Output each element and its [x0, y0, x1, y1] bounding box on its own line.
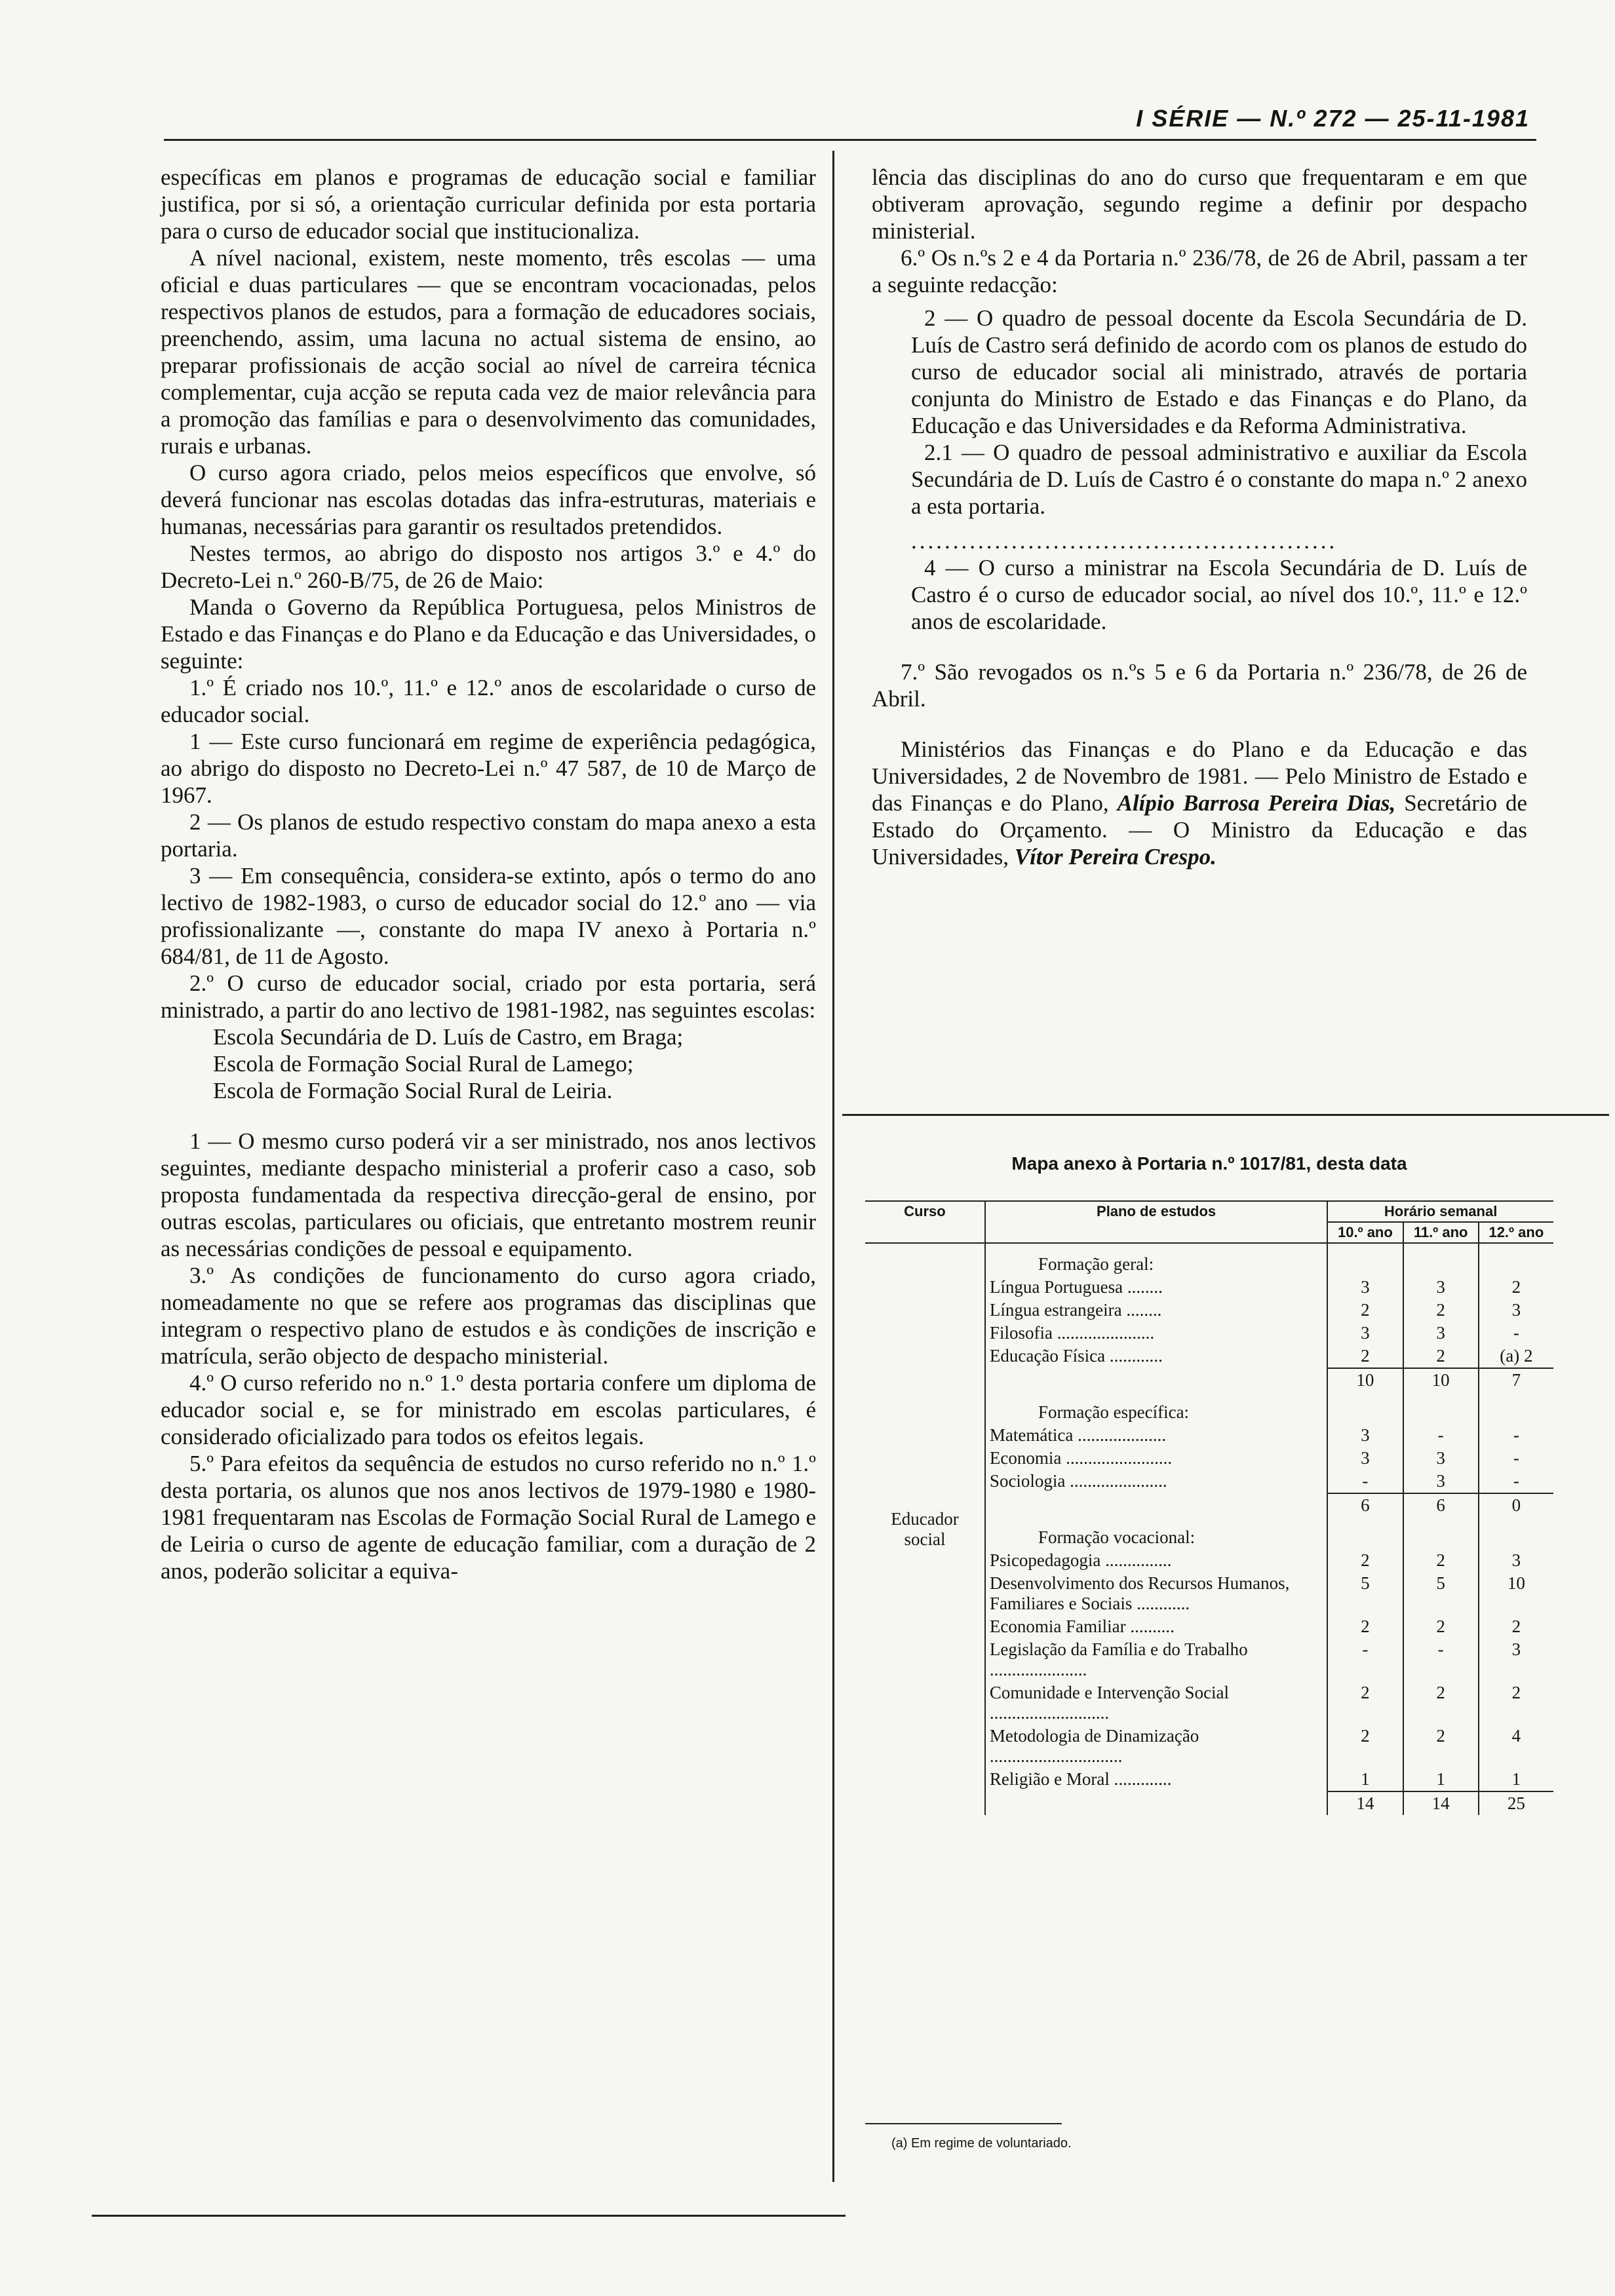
total-cell: 10 [1327, 1368, 1403, 1392]
annex-table-block [865, 1153, 1553, 1815]
paragraph: 6.º Os n.ºs 2 e 4 da Portaria n.º 236/78, de 26 de Abril, passam a ter a seguinte redacção: [872, 245, 1527, 297]
paragraph: 3 — Em consequência, considera-se extinto, após o termo do ano lectivo de 1982-1983, o curso de educador social do 12.º ano — via profissionalizante —, constante do mapa IV anexo à Portaria n.º 684/81, de 11 de Agosto. [161, 863, 816, 969]
subject-name: Educação Física ............ [985, 1345, 1327, 1368]
hours-cell: 2 [1403, 1299, 1479, 1322]
hours-cell: 3 [1327, 1424, 1403, 1447]
column-header-horario: Horário semanal [1327, 1201, 1553, 1222]
empty-cell [1479, 1392, 1553, 1424]
subject-name: Comunidade e Intervenção Social ........................... [985, 1681, 1327, 1725]
paragraph: Manda o Governo da República Portuguesa, pelos Ministros de Estado e das Finanças e do Plano e da Educação e das Universidades, o seguinte: [161, 594, 816, 674]
column-header-plano: Plano de estudos [985, 1201, 1327, 1243]
hours-cell: 1 [1479, 1768, 1553, 1791]
signatory-name: Alípio Barrosa Pereira Dias, [1117, 790, 1396, 816]
total-cell: 7 [1479, 1368, 1553, 1392]
hours-cell: 2 [1479, 1615, 1553, 1638]
subject-name: Filosofia ...................... [985, 1322, 1327, 1345]
total-cell: 6 [1327, 1493, 1403, 1517]
hours-cell: - [1479, 1322, 1553, 1345]
bottom-rule [92, 2215, 846, 2217]
paragraph: 1.º É criado nos 10.º, 11.º e 12.º anos de escolaridade o curso de educador social. [161, 675, 816, 727]
hours-cell: - [1327, 1470, 1403, 1493]
hours-cell: 3 [1403, 1322, 1479, 1345]
paragraph: Nestes termos, ao abrigo do disposto nos artigos 3.º e 4.º do Decreto-Lei n.º 260-B/75, de 26 de Maio: [161, 541, 816, 593]
paragraph: 3.º As condições de funcionamento do curso agora criado, nomeadamente no que se refere aos programas das disciplinas que integram o respectivo plano de estudos e às condições de inscrição e matrícula, serão objecto de despacho ministerial. [161, 1263, 816, 1369]
total-cell: 25 [1479, 1791, 1553, 1815]
hours-cell: 3 [1327, 1276, 1403, 1299]
total-cell: 0 [1479, 1493, 1553, 1517]
empty-cell [1327, 1243, 1403, 1276]
footnote-rule [865, 2123, 1062, 2124]
total-cell: 10 [1403, 1368, 1479, 1392]
signature-text: Secretário de Estado do Orçamento. — O Ministro da Educação e das Universidades, [872, 790, 1528, 870]
paragraph: 2 — Os planos de estudo respectivo constam do mapa anexo a esta portaria. [161, 809, 816, 862]
hours-cell: 2 [1327, 1299, 1403, 1322]
hours-cell: 2 [1327, 1345, 1403, 1368]
subject-name: Religião e Moral ............. [985, 1768, 1327, 1791]
empty-cell [1403, 1392, 1479, 1424]
empty-cell [1403, 1517, 1479, 1549]
paragraph: O curso agora criado, pelos meios específicos que envolve, só deverá funcionar nas escolas dotadas das infra-estruturas, materiais e humanas, necessárias para garantir os resultados pretendidos. [161, 460, 816, 539]
hours-cell: 3 [1403, 1470, 1479, 1493]
paragraph: 7.º São revogados os n.ºs 5 e 6 da Portaria n.º 236/78, de 26 de Abril. [872, 659, 1527, 712]
empty-cell [1327, 1517, 1403, 1549]
empty-cell [1479, 1243, 1553, 1276]
table-footnote: (a) Em regime de voluntariado. [891, 2136, 1072, 2151]
quoted-paragraph: 2.1 — O quadro de pessoal administrativo e auxiliar da Escola Secundária de D. Luís de Castro é o constante do mapa n.º 2 anexo a esta portaria. [911, 440, 1527, 519]
annex-table [865, 1200, 1553, 1815]
subject-name: Economia ........................ [985, 1447, 1327, 1470]
column-header-curso: Curso [865, 1201, 985, 1243]
table-title: Mapa anexo à Portaria n.º 1017/81, desta data [1011, 1153, 1407, 1174]
hours-cell: - [1479, 1470, 1553, 1493]
subject-name: Língua estrangeira ........ [985, 1299, 1327, 1322]
subject-name: Língua Portuguesa ........ [985, 1276, 1327, 1299]
paragraph: 5.º Para efeitos da sequência de estudos no curso referido no n.º 1.º desta portaria, os alunos que nos anos lectivos de 1979-1980 e 1980-1981 frequentaram nas Escolas de Formação Social Rural de Lamego e de Leiria o curso de agente de educação familiar, com a duração de 2 anos, poderão solicitar a equiva- [161, 1451, 816, 1584]
hours-cell: - [1479, 1424, 1553, 1447]
quoted-paragraph: 2 — O quadro de pessoal docente da Escola Secundária de D. Luís de Castro será definido de acordo com os planos de estudo do curso de educador social ali ministrado, através de portaria conjunta do Ministro de Estado e das Finanças e do Plano, da Educação e das Universidades e da Reforma Administrativa. [911, 305, 1527, 438]
hours-cell: 2 [1403, 1549, 1479, 1572]
subject-name: Legislação da Família e do Trabalho ...................... [985, 1638, 1327, 1681]
hours-cell: - [1479, 1447, 1553, 1470]
hours-cell: 2 [1479, 1276, 1553, 1299]
hours-cell: 5 [1327, 1572, 1403, 1615]
paragraph: 2.º O curso de educador social, criado por esta portaria, será ministrado, a partir do ano lectivo de 1981-1982, nas seguintes escolas: [161, 970, 816, 1023]
column-header-year: 11.º ano [1403, 1222, 1479, 1243]
right-column [872, 164, 1527, 870]
column-divider [832, 151, 834, 2182]
table-top-rule [842, 1114, 1609, 1116]
empty-cell [1327, 1392, 1403, 1424]
hours-cell: 3 [1327, 1447, 1403, 1470]
hours-cell: 2 [1403, 1615, 1479, 1638]
empty-cell [985, 1368, 1327, 1392]
hours-cell: 5 [1403, 1572, 1479, 1615]
section-row [865, 1243, 1553, 1276]
column-header-year: 12.º ano [1479, 1222, 1553, 1243]
hours-cell: 1 [1403, 1768, 1479, 1791]
left-column [161, 164, 816, 1584]
column-header-year: 10.º ano [1327, 1222, 1403, 1243]
hours-cell: 3 [1479, 1549, 1553, 1572]
subject-name: Economia Familiar .......... [985, 1615, 1327, 1638]
hours-cell: 2 [1327, 1725, 1403, 1768]
hours-cell: - [1327, 1638, 1403, 1681]
hours-cell: 2 [1403, 1345, 1479, 1368]
signatory-name: Vítor Pereira Crespo. [1014, 844, 1216, 870]
hours-cell: 3 [1327, 1322, 1403, 1345]
section-title: Formação específica: [985, 1392, 1327, 1424]
hours-cell: (a) 2 [1479, 1345, 1553, 1368]
total-cell: 14 [1403, 1791, 1479, 1815]
hours-cell: - [1403, 1638, 1479, 1681]
paragraph: 4.º O curso referido no n.º 1.º desta portaria confere um diploma de educador social e, se for ministrado em escolas particulares, é considerado oficializado para todos os efeitos legais. [161, 1370, 816, 1449]
course-name: Educador social [891, 1509, 959, 1549]
paragraph: 1 — Este curso funcionará em regime de experiência pedagógica, ao abrigo do disposto no Decreto-Lei n.º 47 587, de 10 de Março de 1967. [161, 729, 816, 808]
hours-cell: 4 [1479, 1725, 1553, 1768]
total-cell: 14 [1327, 1791, 1403, 1815]
school-item: Escola de Formação Social Rural de Leiria. [213, 1078, 613, 1103]
page-header: I SÉRIE — N.º 272 — 25-11-1981 [1136, 105, 1530, 132]
hours-cell: 10 [1479, 1572, 1553, 1615]
school-item: Escola Secundária de D. Luís de Castro, em Braga; [213, 1024, 684, 1050]
hours-cell: 3 [1403, 1276, 1479, 1299]
hours-cell: 2 [1403, 1681, 1479, 1725]
subject-name: Psicopedagogia ............... [985, 1549, 1327, 1572]
hours-cell: 2 [1479, 1681, 1553, 1725]
paragraph: A nível nacional, existem, neste momento, três escolas — uma oficial e duas particulares — que se encontram vocacionadas, pelos respectivos planos de estudos, para a formação de educadores sociais, preenchendo, assim, uma lacuna no actual sistema de ensino, ao preparar profissionais de acção social ao nível de carreira técnica complementar, cuja acção se reputa cada vez de maior relevância para a promoção das famílias e para o desenvolvimento das comunidades, rurais e urbanas. [161, 245, 816, 459]
subject-name: Desenvolvimento dos Recursos Humanos, Familiares e Sociais ............ [985, 1572, 1327, 1615]
quoted-paragraph: 4 — O curso a ministrar na Escola Secundária de D. Luís de Castro é o curso de educador social, ao nível dos 10.º, 11.º e 12.º anos de escolaridade. [911, 555, 1527, 634]
subject-name: Metodologia de Dinamização .............................. [985, 1725, 1327, 1768]
subject-name: Sociologia ...................... [985, 1470, 1327, 1493]
total-cell: 6 [1403, 1493, 1479, 1517]
paragraph: específicas em planos e programas de educação social e familiar justifica, por si só, a orientação curricular definida por esta portaria para o curso de educador social que institucionaliza. [161, 164, 816, 244]
empty-cell [1403, 1243, 1479, 1276]
empty-cell [985, 1493, 1327, 1517]
hours-cell: - [1403, 1424, 1479, 1447]
ellipsis-line: ................................................... [911, 528, 1338, 554]
subject-name: Matemática .................... [985, 1424, 1327, 1447]
paragraph: lência das disciplinas do ano do curso que frequentaram e em que obtiveram aprovação, segundo regime a definir por despacho ministerial. [872, 164, 1527, 244]
section-title: Formação geral: [985, 1243, 1327, 1276]
header-rule [164, 139, 1536, 141]
school-item: Escola de Formação Social Rural de Lamego; [213, 1051, 634, 1077]
hours-cell: 2 [1327, 1681, 1403, 1725]
signature-paragraph [872, 736, 1527, 870]
hours-cell: 1 [1327, 1768, 1403, 1791]
hours-cell: 2 [1403, 1725, 1479, 1768]
hours-cell: 3 [1479, 1638, 1553, 1681]
paragraph: 1 — O mesmo curso poderá vir a ser ministrado, nos anos lectivos seguintes, mediante despacho ministerial a proferir caso a caso, sob proposta fundamentada da respectiva direcção-geral de ensino, por outras escolas, particulares ou oficiais, que entretanto mostrem reunir as necessárias condições de pessoal e equipamento. [161, 1128, 816, 1261]
section-title: Formação vocacional: [985, 1517, 1327, 1549]
empty-cell [1479, 1517, 1553, 1549]
hours-cell: 2 [1327, 1549, 1403, 1572]
hours-cell: 2 [1327, 1615, 1403, 1638]
empty-cell [985, 1791, 1327, 1815]
signature-text: Ministérios das Finanças e do Plano e da Educação e das Universidades, 2 de Novembro de 1981. — Pelo Ministro de Estado e das Finanças e do Plano, [872, 737, 1527, 816]
hours-cell: 3 [1479, 1299, 1553, 1322]
hours-cell: 3 [1403, 1447, 1479, 1470]
